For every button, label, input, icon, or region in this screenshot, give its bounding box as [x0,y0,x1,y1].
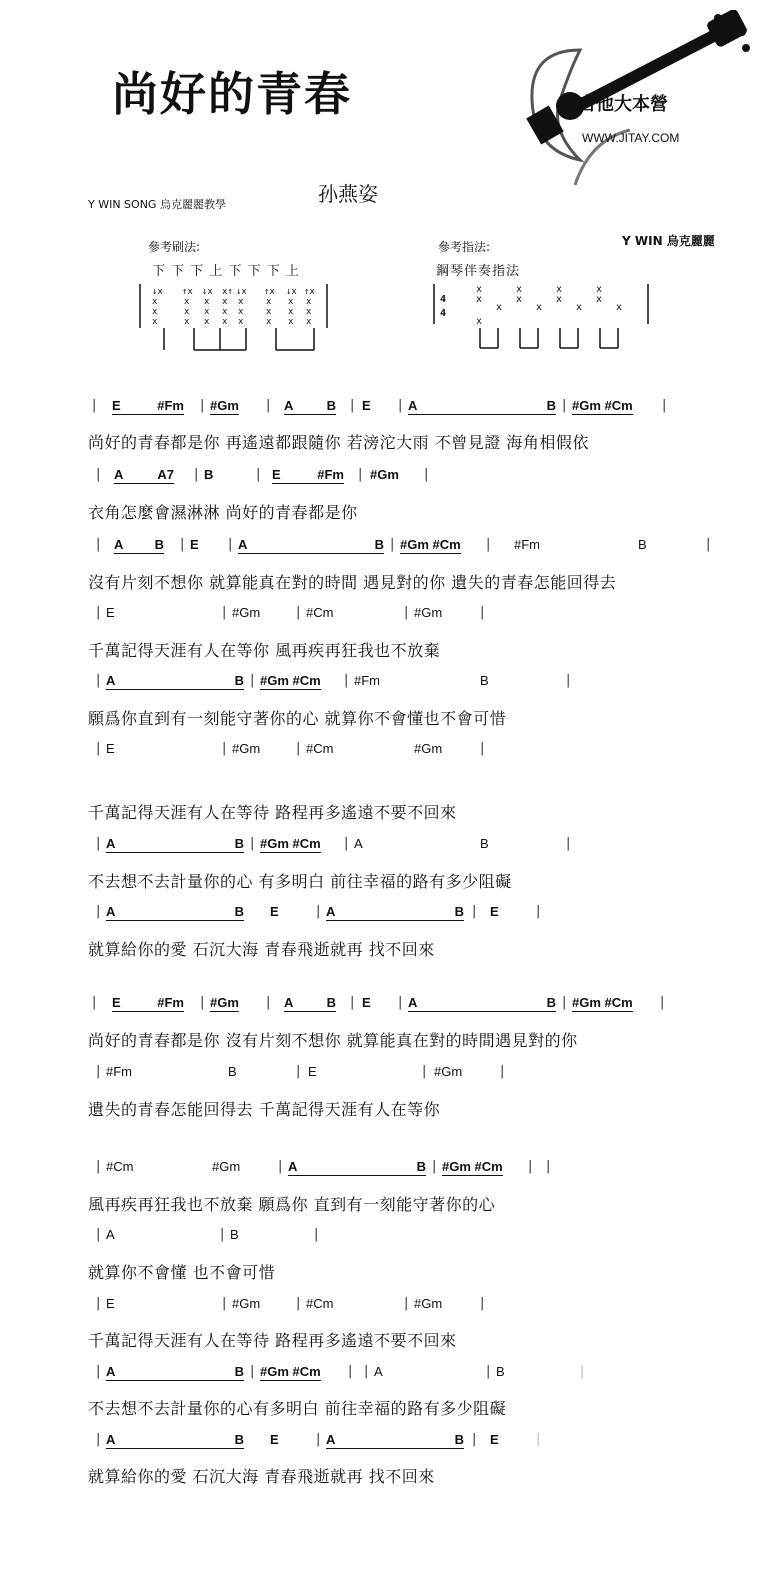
chord: A [374,1364,383,1379]
chord: #Gm #Cm [442,1159,503,1174]
chord: E [270,904,279,919]
chord: A [106,836,186,853]
svg-text:↑x: ↑x [182,287,193,297]
svg-text:x: x [184,317,190,327]
lyric-line: 沒有片刻不想你 就算能真在對的時間 遇見對的你 遺失的青春怎能回得去 [88,573,617,592]
chord: E [272,467,294,484]
chord: #Gm [434,1064,463,1079]
chord: #Gm #Cm [400,537,461,552]
chord: B [480,673,489,688]
lyric-line: 尚好的青春都是你 沒有片刻不想你 就算能真在對的時間遇見對的你 [88,1031,578,1050]
svg-text:↓x: ↓x [152,287,163,297]
chord: B [318,537,384,554]
chord: #Fm [354,673,380,688]
svg-text:↓x: ↓x [286,287,297,297]
chord: E [112,398,134,415]
chord: B [186,1432,244,1449]
svg-text:x: x [204,317,210,327]
svg-text:x: x [152,297,158,307]
chord: #Gm #Cm [260,673,321,688]
chord: #Cm [306,605,334,620]
svg-text:x: x [152,307,158,317]
chord: #Gm #Cm [572,398,633,413]
chord: B [138,537,164,554]
chord: B [186,904,244,921]
lyric-line: 尚好的青春都是你 再遙遠都跟隨你 若滂沱大雨 不曾見證 海角相假依 [88,433,589,452]
chord: #Fm [514,537,540,552]
svg-text:↓x: ↓x [236,287,247,297]
svg-text:x: x [496,302,503,313]
chord: B [488,995,556,1012]
svg-text:x: x [516,284,523,295]
svg-text:x: x [596,284,603,295]
lyric-line: 衣角怎麼會濕淋淋 尚好的青春都是你 [88,503,358,522]
chord: B [204,467,214,482]
chord: A [408,995,488,1012]
svg-text:x: x [152,317,158,327]
chord: B [488,398,556,415]
chord: A [106,904,186,921]
chord: B [310,995,336,1012]
svg-text:x: x [222,297,228,307]
chord: #Fm [106,1064,132,1079]
chord: #Fm [134,995,184,1012]
svg-text:x: x [184,297,190,307]
chord: E [106,1296,115,1311]
lyric-line: 不去想不去計量你的心有多明白 前往幸福的路有多少阻礙 [88,1399,507,1418]
svg-text:x: x [288,307,294,317]
chord: E [112,995,134,1012]
chord: E [490,904,499,919]
svg-text:x: x [306,297,312,307]
chord: #Cm [306,1296,334,1311]
svg-text:x: x [238,317,244,327]
chord: B [186,1364,244,1381]
svg-text:x: x [266,307,272,317]
subtitle-left: Y WIN SONG 烏克麗麗教學 [88,198,226,211]
chord: #Gm [414,741,443,756]
chord: #Gm #Cm [260,1364,321,1379]
lyric-line: 千萬記得天涯有人在等待 路程再多遙遠不要不回來 [88,1331,457,1350]
chord: A [288,1159,368,1176]
svg-text:x: x [476,316,483,327]
svg-text:↑x: ↑x [304,287,315,297]
chord: B [186,673,244,690]
lyric-line: 就算你不會懂 也不會可惜 [88,1263,276,1282]
lyric-line: 願爲你直到有一刻能守著你的心 就算你不會懂也不會可惜 [88,709,507,728]
chord: A [106,1364,186,1381]
chord: #Gm [370,467,399,482]
chord: #Gm #Cm [572,995,633,1010]
chord: A [284,995,310,1012]
finger-pattern-diagram [430,280,660,354]
strum-words: 下 下 下 上 下 下 下 上 [152,264,300,279]
lyric-line: 千萬記得天涯有人在等你 風再疾再狂我也不放棄 [88,641,441,660]
chord: B [186,836,244,853]
subtitle-right: Y WIN 烏克麗麗 [622,234,715,248]
chord: B [480,836,489,851]
chord: #Gm [414,1296,443,1311]
svg-text:4: 4 [440,294,447,305]
chord: B [496,1364,505,1379]
chord: #Gm [232,741,261,756]
svg-text:x: x [306,317,312,327]
svg-text:4: 4 [440,308,447,319]
strum-pattern-diagram [136,280,336,354]
chord: E [362,398,371,413]
song-title: 尚好的青春 [112,67,352,121]
chord: #Fm [134,398,184,415]
lyric-line: 遺失的青春怎能回得去 千萬記得天涯有人在等你 [88,1100,441,1119]
svg-text:x: x [556,284,563,295]
chord: B [406,904,464,921]
chord: E [106,605,115,620]
chord: B [230,1227,239,1242]
chord: #Gm [414,605,443,620]
chord: B [406,1432,464,1449]
svg-text:x: x [204,297,210,307]
chord: A [106,673,186,690]
logo-url: WWW.JITAY.COM [582,131,680,145]
chord: #Cm [306,741,334,756]
chord: B [228,1064,237,1079]
lyric-line: 千萬記得天涯有人在等待 路程再多遙遠不要不回來 [88,803,457,822]
svg-text:x: x [616,302,623,313]
chord: #Gm [210,398,239,413]
chord: A [238,537,318,554]
svg-text:x: x [556,294,563,305]
svg-text:x: x [222,307,228,317]
svg-text:x: x [596,294,603,305]
chord: #Gm [212,1159,241,1174]
chord: A [326,904,406,921]
lyric-line: 不去想不去計量你的心 有多明白 前往幸福的路有多少阻礙 [88,872,512,891]
svg-text:x: x [238,297,244,307]
chord: E [190,537,199,552]
chord: A [326,1432,406,1449]
chord: A [408,398,488,415]
chord: #Gm [210,995,239,1010]
chord: A [114,467,138,484]
chord: A [114,537,138,554]
chord: #Gm #Cm [260,836,321,851]
svg-text:x: x [516,294,523,305]
chord: A [106,1227,115,1242]
strum-label: 參考刷法: [148,240,201,254]
svg-text:x: x [288,317,294,327]
lyric-line: 風再疾再狂我也不放棄 願爲你 直到有一刻能守著你的心 [88,1195,496,1214]
chord: #Fm [294,467,344,484]
chord: E [270,1432,279,1447]
finger-label: 參考指法: [438,240,491,254]
svg-text:x: x [288,297,294,307]
chord: E [490,1432,499,1447]
logo-text: 吉他大本營 [578,94,668,115]
chord: A [354,836,363,851]
chord: A [284,398,310,415]
svg-text:x: x [536,302,543,313]
svg-text:x: x [476,294,483,305]
svg-text:x: x [184,307,190,317]
chord: A [106,1432,186,1449]
svg-text:x↑: x↑ [222,287,233,297]
chord: B [310,398,336,415]
singer-name: 孙燕姿 [318,182,378,206]
svg-text:↓x: ↓x [202,287,213,297]
guitar-logo [520,10,750,190]
svg-text:x: x [238,307,244,317]
chord: E [106,741,115,756]
chord: B [368,1159,426,1176]
svg-text:↑x: ↑x [264,287,275,297]
lyric-line: 就算給你的愛 石沉大海 青春飛逝就再 找不回來 [88,940,435,959]
chord: #Cm [106,1159,134,1174]
chord: #Gm [232,1296,261,1311]
svg-text:x: x [306,307,312,317]
chord: A7 [138,467,174,484]
chord: E [308,1064,317,1079]
svg-text:x: x [204,307,210,317]
chord: B [638,537,647,552]
finger-title: 鋼琴伴奏指法 [436,264,521,279]
svg-text:x: x [266,317,272,327]
chord: E [362,995,371,1010]
chord: #Gm [232,605,261,620]
lyric-line: 就算給你的愛 石沉大海 青春飛逝就再 找不回來 [88,1467,435,1486]
svg-text:x: x [266,297,272,307]
svg-text:x: x [576,302,583,313]
svg-text:x: x [476,284,483,295]
svg-text:x: x [222,317,228,327]
